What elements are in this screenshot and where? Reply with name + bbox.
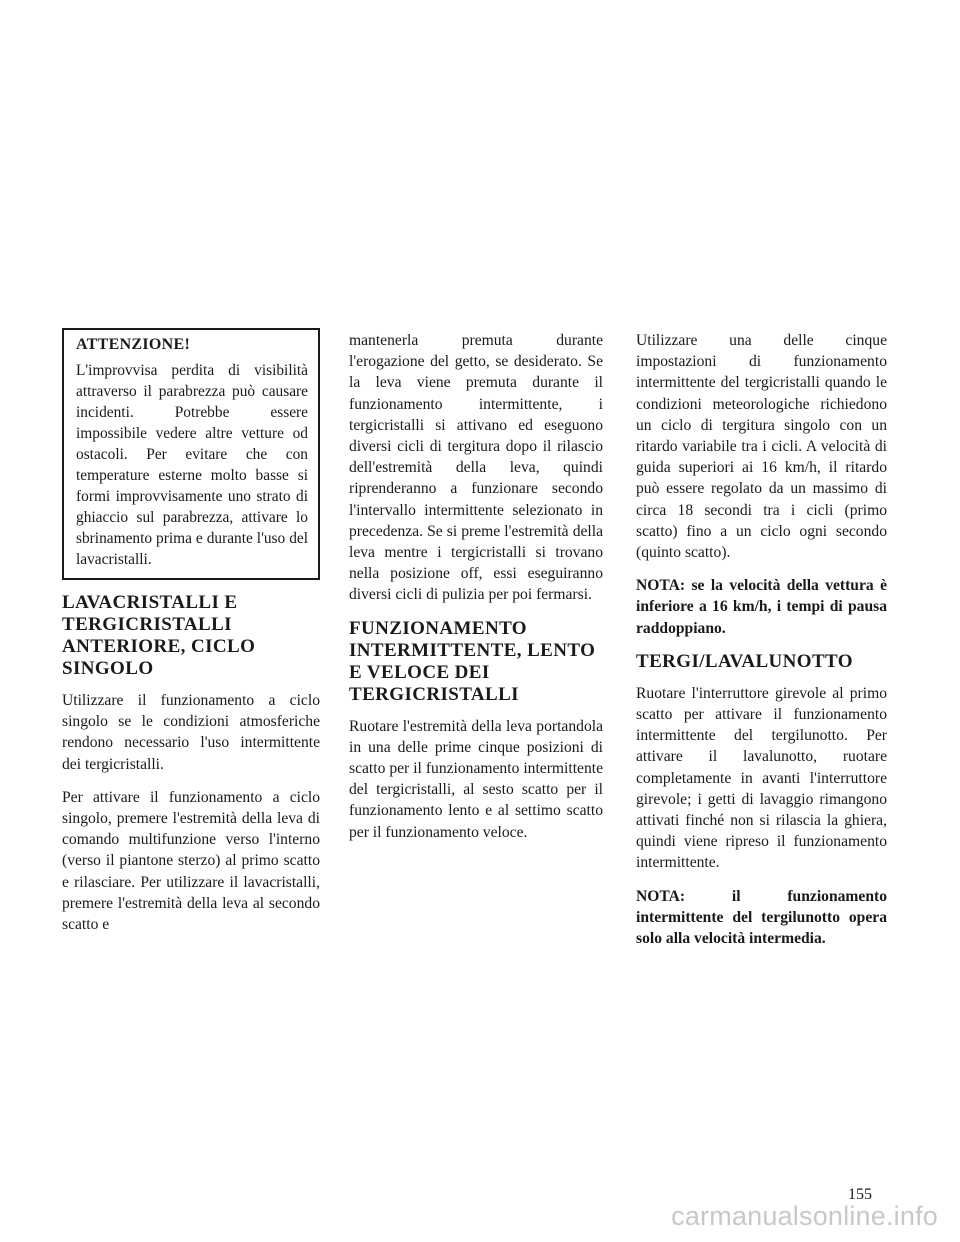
section-heading-intermittent: FUNZIONAMENTO INTERMITTENTE, LENTO E VELOCE DEI TERGICRISTALLI (349, 617, 596, 705)
note: NOTA: il funzionamento intermittente del tergilunotto opera solo alla velocità intermedia. (636, 887, 887, 948)
paragraph: Utilizzare il funzionamento a ciclo singolo se le condizioni atmosferiche rendono necessario l'uso intermittente dei tergicristalli. (62, 692, 320, 773)
warning-text: L'improvvisa perdita di visibilità attraverso il parabrezza può causare incidenti. Potrebbe essere impossibile vedere altre vetture od ostacoli. Per evitare che con temperature esterne molto basse si formi improvvisamente uno strato di ghiaccio sul parabrezza, attivare lo sbrinamento prima e durante l'uso del lavacristalli. (76, 362, 308, 568)
warning-box (62, 328, 320, 580)
watermark: carmanualsonline.info (671, 1201, 938, 1231)
paragraph: Per attivare il funzionamento a ciclo singolo, premere l'estremità della leva di comando multifunzione verso l'interno (verso il piantone sterzo) al primo scatto e rilasciare. Per utilizzare il lavacristalli, premere l'estremità della leva al secondo scatto e (62, 788, 320, 934)
column-left (62, 328, 320, 947)
column-right (636, 330, 887, 961)
page-number: 155 (848, 1186, 872, 1203)
section-heading-rear-wiper: TERGI/LAVALUNOTTO (636, 650, 853, 672)
note: NOTA: se la velocità della vettura è inferiore a 16 km/h, i tempi di pausa raddoppiano. (636, 577, 887, 637)
column-middle (349, 330, 603, 855)
paragraph: Ruotare l'interruttore girevole al primo scatto per attivare il funzionamento intermittente del tergilunotto. Per attivare il lavalunotto, ruotare completamente in avanti l'interruttore girevole; i getti di lavaggio rimangono attivati finché non si rilascia la ghiera, quindi viene ripreso il funzionamento intermittente. (636, 684, 887, 872)
warning-title: ATTENZIONE! (76, 336, 191, 353)
paragraph: mantenerla premuta durante l'erogazione del getto, se desiderato. Se la leva viene premuta durante il funzionamento intermittente, i tergicristalli si attivano ed eseguono diversi cicli di tergitura dopo il rilascio dell'estremità della leva, quindi riprenderanno a funzionare secondo l'intervallo intermittente selezionato in precedenza. Se si preme l'estremità della leva mentre i tergicristalli si trovano nella posizione off, essi eseguiranno diversi cicli di pulizia per poi fermarsi. (349, 332, 603, 604)
section-heading-front-washer: LAVACRISTALLI E TERGICRISTALLI ANTERIORE, CICLO SINGOLO (62, 592, 256, 679)
paragraph: Ruotare l'estremità della leva portandola in una delle prime cinque posizioni di scatto per il funzionamento intermittente del tergicristalli, al sesto scatto per il funzionamento lento e al settimo scatto per il funzionamento veloce. (349, 717, 603, 841)
paragraph: Utilizzare una delle cinque impostazioni di funzionamento intermittente del tergicristalli quando le condizioni meteorologiche richiedono un ciclo di tergitura singolo con un ritardo variabile tra i cicli. A velocità di guida superiori ai 16 km/h, il ritardo può essere regolato da un massimo di circa 18 secondi tra i cicli (primo scatto) fino a un ciclo ogni secondo (quinto scatto). (636, 332, 887, 562)
